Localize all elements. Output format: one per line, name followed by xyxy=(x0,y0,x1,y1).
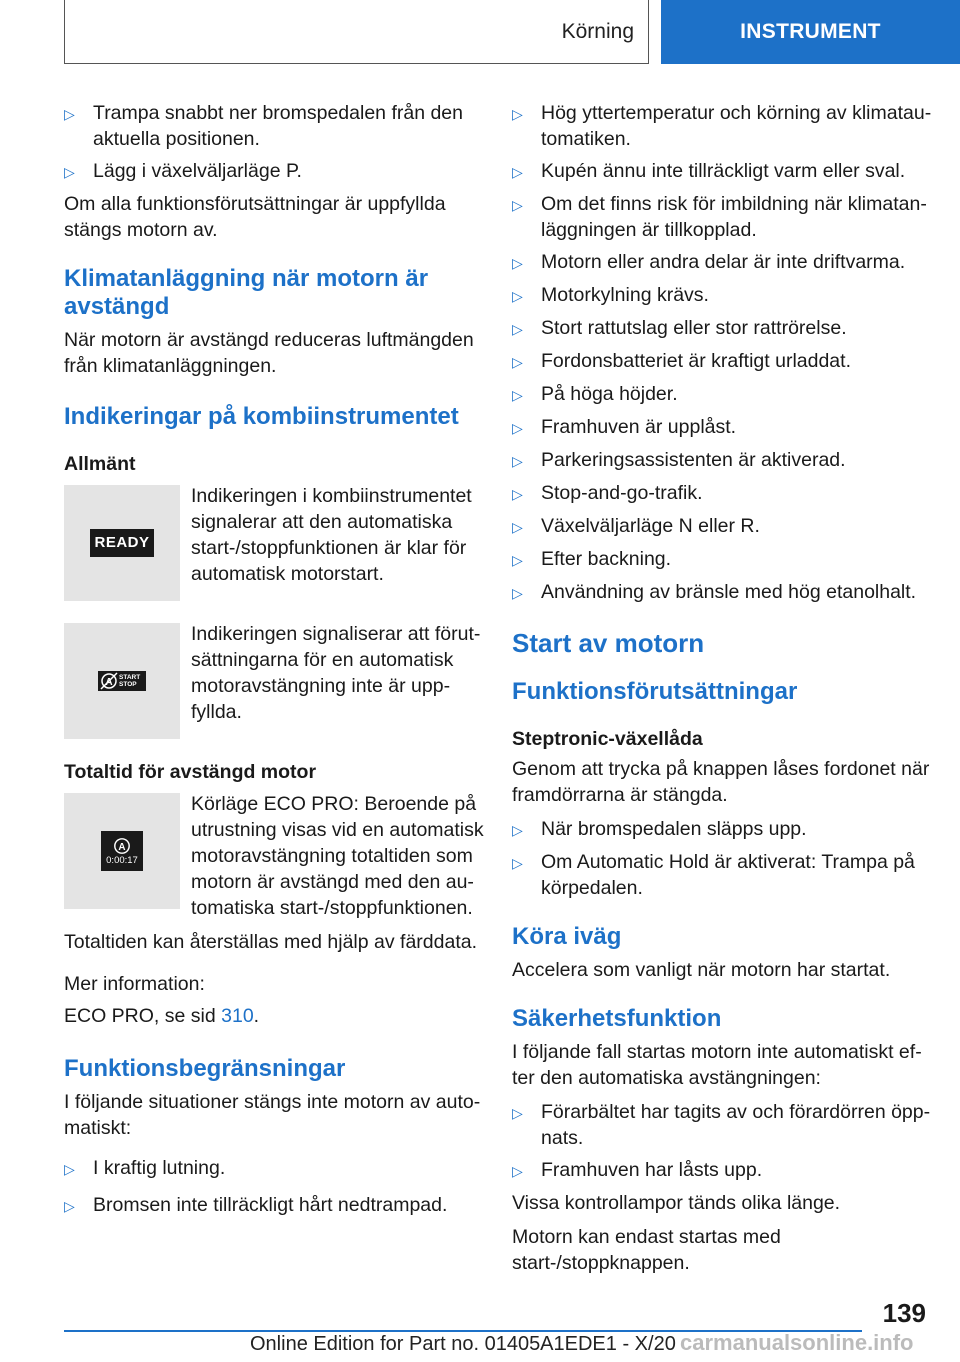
list-item: ▷ Efter backning. xyxy=(512,546,932,573)
triangle-bullet-icon: ▷ xyxy=(512,585,523,601)
list-item: ▷ Förarbältet har tagits av och förardörren öppnats. xyxy=(512,1101,931,1149)
heading-funktionsforutsattningar: Funktionsförutsättningar xyxy=(512,678,798,705)
list-item: ▷ Stort rattutslag eller stor rattrörelse. xyxy=(512,315,932,342)
start-stop-off-icon: A START STOP xyxy=(98,671,146,691)
triangle-bullet-icon: ▷ xyxy=(512,822,523,838)
svg-text:A: A xyxy=(105,677,113,688)
header-chapter-tab xyxy=(661,0,960,64)
paragraph: I följande fall startas motorn inte automatiskt efter den automatiska avstängningen: xyxy=(512,1041,922,1089)
list-item: ▷ Hög yttertemperatur och körning av klimatautomatiken. xyxy=(512,102,932,150)
header-chapter-label: INSTRUMENT xyxy=(740,20,881,43)
heading-klimat: Klimatanläggning när motorn är avstängd xyxy=(64,265,429,320)
watermark: carmanualsonline.info xyxy=(680,1330,914,1355)
list-item: ▷ Trampa snabbt ner bromspedalen från den aktuella positionen. xyxy=(64,102,463,150)
triangle-bullet-icon: ▷ xyxy=(512,255,523,271)
total-time-indicator-image xyxy=(64,793,180,909)
start-stop-off-indicator-image xyxy=(64,623,180,739)
paragraph: Totaltiden kan återställas med hjälp av färddata. xyxy=(64,931,477,953)
list-item: ▷ När bromspedalen släpps upp. xyxy=(512,816,932,843)
paragraph: I följande situationer stängs inte motorn av automatiskt: xyxy=(64,1091,481,1139)
page-link-310[interactable]: 310 xyxy=(221,1005,254,1027)
triangle-bullet-icon: ▷ xyxy=(512,106,523,122)
start-stop-description: Indikeringen signaliserar att förutsättningarna för en automatisk motoravstängning inte är uppfyllda. xyxy=(191,623,481,723)
total-time-display xyxy=(101,831,143,871)
list-item: ▷ Motorkylning krävs. xyxy=(512,282,932,309)
ready-indicator-image xyxy=(64,485,180,601)
page-number: 139 xyxy=(882,1298,926,1328)
triangle-bullet-icon: ▷ xyxy=(512,453,523,469)
heading-kora-ivag: Köra iväg xyxy=(512,923,622,950)
triangle-bullet-icon: ▷ xyxy=(512,855,523,871)
indicator-totaltime-block xyxy=(64,791,484,921)
triangle-bullet-icon: ▷ xyxy=(64,106,75,122)
list-item: ▷ Om Automatic Hold är aktiverat: Trampa på körpedalen. xyxy=(512,851,915,899)
triangle-bullet-icon: ▷ xyxy=(512,164,523,180)
total-time-value: 0:00:17 xyxy=(106,854,138,866)
paragraph: När motorn är avstängd reduceras luftmängden från klimatanläggningen. xyxy=(64,329,474,377)
triangle-bullet-icon: ▷ xyxy=(512,552,523,568)
list-item: ▷ Stop-and-go-trafik. xyxy=(512,480,932,507)
list-item: ▷ Användning av bränsle med hög etanolhalt. xyxy=(512,579,932,606)
list-item: ▷ I kraftig lutning. xyxy=(64,1155,484,1182)
paragraph: Genom att trycka på knappen låses fordonet när framdörrarna är stängda. xyxy=(512,758,930,806)
list-item: ▷ Bromsen inte tillräckligt hårt nedtrampad. xyxy=(64,1192,484,1219)
header-section-tab xyxy=(64,0,649,64)
list-item: ▷ Framhuven har låsts upp. xyxy=(512,1157,932,1184)
heading-allmant: Allmänt xyxy=(64,453,136,475)
heading-indikeringar: Indikeringar på kombiinstrumentet xyxy=(64,403,459,430)
list-item: ▷ Framhuven är upplåst. xyxy=(512,414,932,441)
paragraph: Accelera som vanligt när motorn har startat. xyxy=(512,959,891,981)
heading-steptronic: Steptronic-växellåda xyxy=(512,728,703,750)
triangle-bullet-icon: ▷ xyxy=(512,197,523,213)
indicator-ready-block xyxy=(64,483,484,601)
list-item: ▷ Fordonsbatteriet är kraftigt urladdat. xyxy=(512,348,932,375)
triangle-bullet-icon: ▷ xyxy=(512,354,523,370)
auto-start-stop-icon xyxy=(113,837,131,855)
paragraph: Motorn kan endast startas med start-/stoppknappen. xyxy=(512,1226,781,1274)
triangle-bullet-icon: ▷ xyxy=(64,164,75,180)
list-item: ▷ Parkeringsassistenten är aktiverad. xyxy=(512,447,932,474)
triangle-bullet-icon: ▷ xyxy=(512,1163,523,1179)
triangle-bullet-icon: ▷ xyxy=(512,486,523,502)
triangle-bullet-icon: ▷ xyxy=(512,321,523,337)
triangle-bullet-icon: ▷ xyxy=(64,1198,75,1214)
triangle-bullet-icon: ▷ xyxy=(512,420,523,436)
list-item: ▷ Lägg i växelväljarläge P. xyxy=(64,158,484,185)
list-item: ▷ På höga höjder. xyxy=(512,381,932,408)
indicator-startstop-block xyxy=(64,621,484,739)
total-time-description: Körläge ECO PRO: Beroende på utrustning visas vid en automatisk motoravstängning totaltiden som motorn är avstängd med den automatiska start-/stoppfunktionen. xyxy=(191,793,484,919)
ready-description: Indikeringen i kombiinstrumentet signalerar att den automatiska start-/stoppfunktionen är klar för automatisk motorstart. xyxy=(191,485,472,585)
left-column xyxy=(64,100,484,1225)
heading-sakerhetsfunktion: Säkerhetsfunktion xyxy=(512,1005,722,1032)
list-item: ▷ Om det finns risk för imbildning när klimatanläggningen är tillkopplad. xyxy=(512,193,927,241)
triangle-bullet-icon: ▷ xyxy=(512,288,523,304)
header-section-label: Körning xyxy=(561,19,634,43)
svg-text:A: A xyxy=(118,841,126,853)
paragraph: Vissa kontrollampor tänds olika länge. xyxy=(512,1192,841,1214)
triangle-bullet-icon: ▷ xyxy=(64,1161,75,1177)
heading-begransningar: Funktionsbegränsningar xyxy=(64,1055,346,1082)
triangle-bullet-icon: ▷ xyxy=(512,519,523,535)
list-item: ▷ Motorn eller andra delar är inte driftvarma. xyxy=(512,249,932,276)
paragraph: Om alla funktionsförutsättningar är uppfyllda stängs motorn av. xyxy=(64,193,446,241)
eco-pro-reference: ECO PRO, se sid 310. xyxy=(64,1005,260,1027)
heading-start-av-motorn: Start av motorn xyxy=(512,628,705,658)
triangle-bullet-icon: ▷ xyxy=(512,387,523,403)
triangle-bullet-icon: ▷ xyxy=(512,1105,523,1121)
list-item: ▷ Kupén ännu inte tillräckligt varm eller sval. xyxy=(512,158,932,185)
list-item: ▷ Växelväljarläge N eller R. xyxy=(512,513,932,540)
footer-edition: Online Edition for Part no. 01405A1EDE1 - X/20 xyxy=(250,1333,676,1355)
right-column xyxy=(512,100,932,1284)
ready-label: READY xyxy=(90,529,153,557)
heading-totaltid: Totaltid för avstängd motor xyxy=(64,761,317,783)
paragraph: Mer information: xyxy=(64,973,205,995)
